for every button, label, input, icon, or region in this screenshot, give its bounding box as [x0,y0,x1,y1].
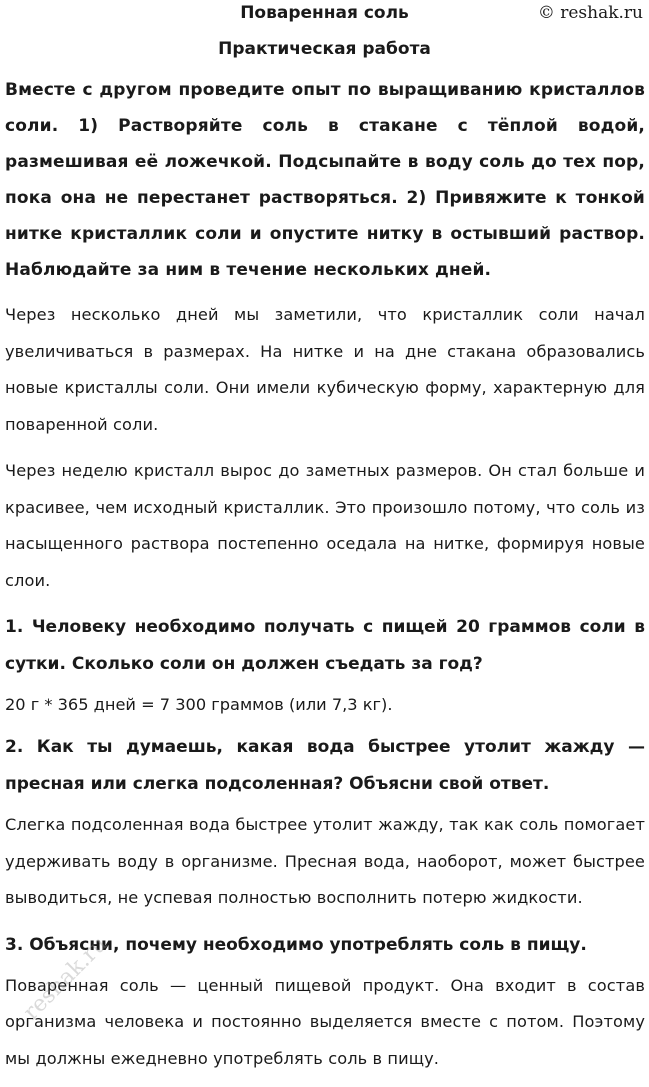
answer-1: 20 г * 365 дней = 7 300 граммов (или 7,3 кг). [5,695,393,714]
section-subtitle: Практическая работа [218,39,431,59]
answer-paragraph-2: Через неделю кристалл вырос до заметных размеров. Он стал больше и красивее, чем исходный кристаллик. Это произошло потому, что соль из насыщенного раствора постепенно оседала на нитке, формируя новые слои. [5,461,645,590]
site-watermark: © reshak.ru [537,3,643,23]
answer-paragraph-1: Через несколько дней мы заметили, что кристаллик соли начал увеличиваться в размерах. На нитке и на дне стакана образовались новые кристаллы соли. Они имели кубическую форму, характерную для поваренной соли. [5,305,645,434]
answer-2: Слегка подсоленная вода быстрее утолит жажду, так как соль помогает удерживать воду в организме. Пресная вода, наоборот, может быстрее выводиться, не успевая полностью восполнить потерю жидкости. [5,815,645,907]
question-1: 1. Человеку необходимо получать с пищей 20 граммов соли в сутки. Сколько соли он должен съедать за год? [5,617,645,674]
page-title: Поваренная соль [240,3,409,23]
header [0,0,649,28]
diagonal-watermark: reshak.ru [18,931,113,1026]
question-2: 2. Как ты думаешь, какая вода быстрее утолит жажду — пресная или слегка подсоленная? Объясни свой ответ. [5,737,645,794]
answer-3: Поваренная соль — ценный пищевой продукт. Она входит в состав организма человека и постоянно выделяется вместе с потом. Поэтому мы должны ежедневно употреблять соль в пищу. [5,975,645,1068]
question-3: 3. Объясни, почему необходимо употреблять соль в пищу. [5,934,587,955]
content [5,72,645,1087]
task-text: Вместе с другом проведите опыт по выращиванию кристаллов соли. 1) Растворяйте соль в стакане с тёплой водой, размешивая её ложечкой. Подсыпайте в воду соль до тех пор, пока она не перестанет растворяться. 2) Привяжите к тонкой нитке кристаллик соли и опустите нитку в остывший раствор. Наблюдайте за ним в течение нескольких дней. [5,80,645,280]
